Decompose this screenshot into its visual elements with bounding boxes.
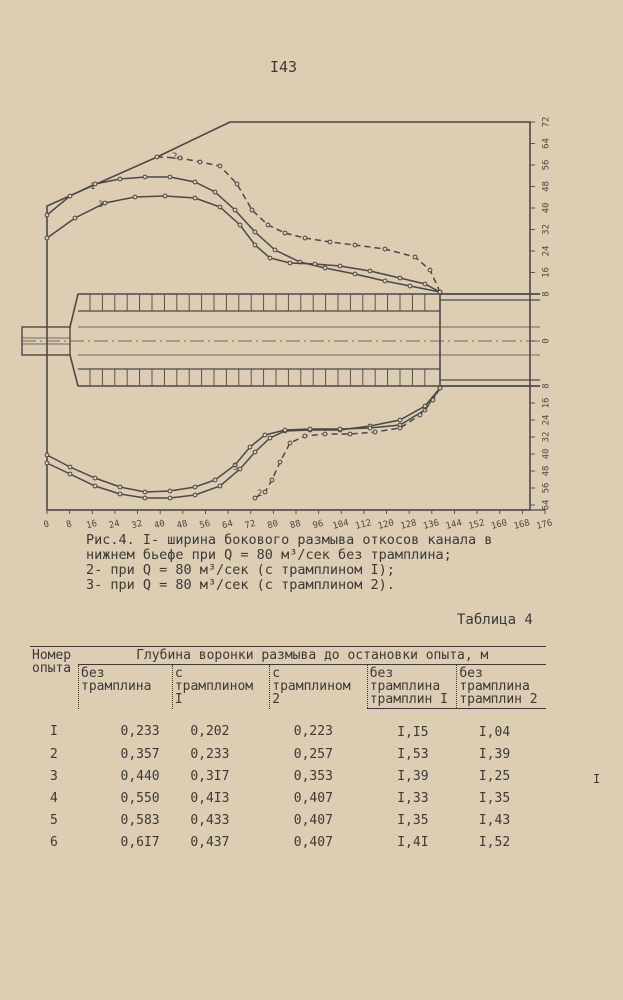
cell-depth-value: I,35	[478, 790, 511, 806]
curve-point	[143, 496, 147, 500]
curve-point	[338, 427, 342, 431]
curve-point	[253, 450, 257, 454]
curve-point	[313, 262, 317, 266]
curve-point	[288, 441, 292, 445]
curve-point	[143, 490, 147, 494]
curve-point	[133, 195, 137, 199]
y-tick-label-lower: 48	[541, 465, 552, 477]
x-tick-label: 104	[331, 518, 350, 532]
y-tick-label-center: 0	[541, 338, 552, 344]
x-tick-label: 176	[535, 518, 554, 532]
curve-point	[273, 248, 277, 252]
x-tick-label: 64	[221, 518, 235, 532]
cell-depth-value: 0,583	[120, 812, 160, 828]
cell-depth-value: I,04	[478, 724, 511, 740]
y-tick-label-lower: 32	[541, 431, 552, 443]
curve-point	[268, 436, 272, 440]
curve-point	[266, 223, 270, 227]
x-tick-label: 120	[376, 518, 396, 532]
curve-point	[283, 428, 287, 432]
curve-point	[168, 175, 172, 179]
y-axis-ticks	[530, 117, 552, 511]
x-tick-label: 32	[130, 518, 144, 532]
curve-point	[348, 432, 352, 436]
curve-point	[193, 493, 197, 497]
curve-point	[45, 453, 49, 457]
curve-point	[93, 484, 97, 488]
x-tick-label: 160	[490, 518, 509, 532]
caption-line-3: 2- при Q = 80 м³/сек (с трамплином I);	[86, 562, 395, 578]
cell-depth-value: 0,407	[293, 834, 333, 850]
table-row	[30, 743, 546, 765]
curve-point	[250, 208, 254, 212]
header-col-3: с трамплином 2	[270, 665, 367, 709]
curve-point	[168, 496, 172, 500]
cell-experiment-number: 4	[50, 790, 58, 806]
y-tick-label-upper: 56	[541, 159, 552, 171]
curve-point	[263, 433, 267, 437]
curve-point	[408, 284, 412, 288]
curve-point	[308, 427, 312, 431]
cell-experiment-number: 5	[50, 812, 58, 828]
curve-point	[163, 194, 167, 198]
curve-3-upper	[47, 196, 440, 292]
curve-point	[270, 478, 274, 482]
curve-point	[438, 290, 442, 294]
cell-depth-value: I,39	[397, 768, 429, 784]
curve-point	[248, 445, 252, 449]
header-col-2: с трамплином I	[172, 665, 269, 709]
table-row	[30, 831, 546, 853]
cell-depth-value: I,25	[478, 768, 511, 784]
curve-point	[218, 205, 222, 209]
x-tick-label: 96	[311, 518, 325, 532]
curve-point	[368, 426, 372, 430]
curve-point	[398, 418, 402, 422]
curve-label: 1	[90, 182, 96, 192]
curve-point	[428, 268, 432, 272]
curve-point	[253, 243, 257, 247]
curve-point	[168, 489, 172, 493]
x-tick-label: 56	[198, 518, 212, 532]
curve-point	[373, 430, 377, 434]
y-tick-label-upper: 72	[541, 116, 552, 128]
cell-depth-value: I,52	[478, 834, 511, 850]
y-tick-label-upper: 40	[541, 202, 552, 214]
cell-depth-value: I,35	[397, 812, 429, 828]
curve-point	[398, 426, 402, 430]
header-col-4: без трамплина трамплин I	[367, 665, 457, 709]
x-tick-label: 152	[467, 518, 486, 532]
curve-point	[238, 223, 242, 227]
cell-depth-value: 0,407	[293, 812, 333, 828]
cell-depth-value: 0,6I7	[120, 834, 160, 850]
y-tick-label-upper: 16	[541, 267, 552, 278]
cell-depth-value: I,4I	[397, 834, 429, 850]
x-tick-label: 128	[399, 518, 418, 532]
x-tick-label: 136	[422, 518, 441, 532]
x-tick-label: 72	[243, 518, 257, 532]
cell-experiment-number: 2	[50, 746, 58, 762]
cell-depth-value: 0,202	[190, 724, 230, 740]
curve-point	[45, 461, 49, 465]
cell-depth-value: 0,407	[293, 790, 333, 806]
curve-point	[438, 386, 442, 390]
y-tick-label-lower: 40	[541, 448, 552, 460]
curve-point	[118, 177, 122, 181]
curve-point	[218, 164, 222, 168]
table-row	[30, 709, 546, 744]
cell-depth-value: I,39	[478, 746, 511, 762]
curve-point	[218, 484, 222, 488]
curve-point	[418, 413, 422, 417]
header-group: Глубина воронки размыва до остановки опыта, м	[79, 647, 547, 665]
cell-experiment-number: I	[50, 724, 58, 740]
cell-depth-value: 0,433	[190, 812, 230, 828]
y-tick-label-lower: 8	[541, 383, 552, 389]
cell-depth-value: I,33	[397, 790, 429, 806]
table-label: Таблица 4	[457, 612, 533, 628]
caption-line-2: нижнем бьефе при Q = 80 м³/сек без трамплина;	[86, 547, 452, 563]
curve-label: 2	[172, 152, 178, 162]
curve-point	[68, 472, 72, 476]
header-col-5: без трамплина трамплин 2	[457, 665, 546, 709]
y-tick-label-upper: 32	[541, 224, 552, 235]
curve-point	[178, 156, 182, 160]
y-tick-label-upper: 64	[541, 138, 552, 149]
cell-depth-value: 0,4I3	[190, 790, 230, 806]
curve-point	[288, 261, 292, 265]
table-row	[30, 765, 546, 787]
x-tick-label: 88	[289, 518, 302, 532]
cell-depth-value: 0,440	[120, 768, 160, 784]
cell-depth-value: 0,233	[190, 746, 230, 762]
curve-point	[338, 264, 342, 268]
cell-depth-value: 0,357	[120, 746, 160, 762]
curve-point	[368, 269, 372, 273]
curve-point	[278, 460, 282, 464]
curve-2-lower	[255, 388, 440, 498]
curve-point	[45, 213, 49, 217]
x-tick-label: 80	[266, 518, 280, 532]
curve-point	[198, 160, 202, 164]
cell-depth-value: I,53	[397, 746, 429, 762]
cell-depth-value: 0,223	[293, 724, 333, 740]
x-tick-label: 40	[153, 518, 167, 532]
x-tick-label: 24	[107, 518, 121, 532]
curve-2-upper	[157, 157, 440, 292]
curve-point	[233, 208, 237, 212]
curve-point	[93, 476, 97, 480]
curve-point	[103, 201, 107, 205]
table-row	[30, 809, 546, 831]
curve-point	[423, 282, 427, 286]
curve-point	[45, 236, 49, 240]
curve-3-lower	[47, 388, 440, 492]
y-tick-label-lower: 16	[541, 397, 552, 409]
y-tick-label-upper: 24	[541, 245, 552, 257]
header-experiment: Номер опыта	[30, 647, 79, 709]
cell-depth-value: 0,233	[120, 724, 160, 740]
page-number: I43	[270, 58, 298, 76]
curve-point	[303, 434, 307, 438]
curve-point	[193, 485, 197, 489]
y-tick-label-lower: 56	[541, 482, 552, 494]
curve-point	[431, 398, 435, 402]
curve-labels	[90, 152, 262, 499]
curve-point	[398, 276, 402, 280]
curve-point	[238, 467, 242, 471]
x-axis-ticks	[43, 510, 554, 532]
x-tick-label: 16	[85, 518, 99, 532]
curve-point	[213, 478, 217, 482]
curve-point	[68, 194, 72, 198]
cell-depth-value: 0,437	[190, 834, 230, 850]
curve-label: 2	[257, 489, 263, 499]
cell-experiment-number: 3	[50, 768, 58, 784]
curve-point	[143, 175, 147, 179]
x-tick-label: 0	[42, 519, 51, 531]
curve-point	[68, 465, 72, 469]
curve-point	[155, 155, 159, 159]
x-tick-label: 112	[354, 518, 373, 532]
header-col-1: без трамплина	[79, 665, 173, 709]
figure-caption	[86, 533, 492, 593]
curve-point	[328, 240, 332, 244]
cell-depth-value: 0,3I7	[190, 768, 230, 784]
caption-line-1: Рис.4. I- ширина бокового размыва откосов канала в	[86, 532, 493, 548]
cell-depth-value: 0,353	[293, 768, 333, 784]
curve-point	[353, 272, 357, 276]
curve-point	[213, 190, 217, 194]
curve-point	[353, 243, 357, 247]
y-tick-label-lower: 64	[541, 499, 552, 511]
x-tick-label: 168	[512, 518, 531, 532]
curve-point	[413, 255, 417, 259]
cell-depth-value: I,43	[478, 812, 511, 828]
curve-point	[283, 231, 287, 235]
curve-point	[303, 236, 307, 240]
curve-point	[268, 256, 272, 260]
curve-point	[253, 230, 257, 234]
y-tick-label-lower: 24	[541, 414, 552, 426]
stilling-basin	[70, 294, 440, 386]
x-tick-label: 48	[175, 518, 189, 532]
scour-curves	[45, 155, 442, 500]
curve-point	[323, 266, 327, 270]
cell-depth-value: 0,257	[293, 746, 333, 762]
curve-point	[383, 279, 387, 283]
curve-label: 3	[98, 200, 104, 210]
y-tick-label-upper: 8	[541, 291, 552, 297]
cell-depth-value: I,I5	[397, 724, 429, 740]
curve-point	[118, 485, 122, 489]
table-row	[30, 787, 546, 809]
cell-depth-value: 0,550	[120, 790, 160, 806]
curve-point	[193, 180, 197, 184]
curve-label: 3	[233, 463, 239, 473]
scour-depth-table	[30, 646, 546, 853]
curve-point	[118, 492, 122, 496]
cell-experiment-number: 6	[50, 834, 58, 850]
curve-point	[383, 247, 387, 251]
x-tick-label: 8	[65, 519, 73, 531]
curve-point	[73, 216, 77, 220]
channel-drawing	[22, 294, 540, 386]
y-tick-label-upper: 48	[541, 181, 552, 192]
curve-point	[323, 432, 327, 436]
margin-mark: I	[593, 772, 601, 786]
curve-point	[193, 196, 197, 200]
curve-point	[263, 490, 267, 494]
caption-line-4: 3- при Q = 80 м³/сек (с трамплином 2).	[86, 577, 395, 593]
x-tick-label: 144	[444, 518, 464, 532]
curve-point	[235, 182, 239, 186]
